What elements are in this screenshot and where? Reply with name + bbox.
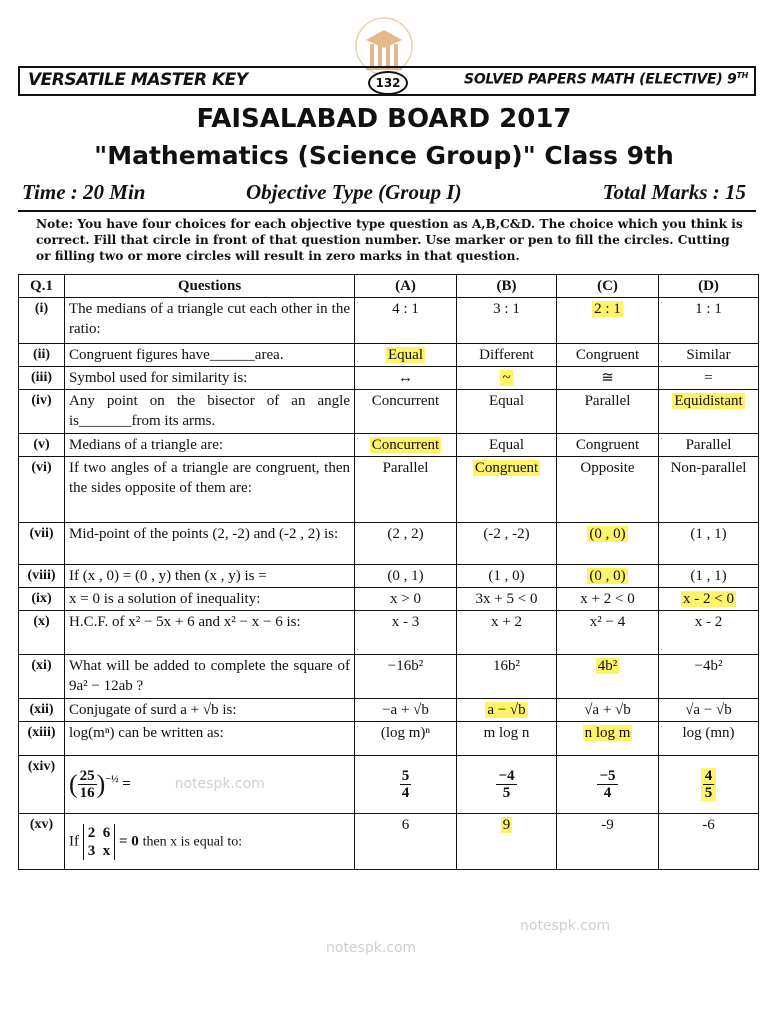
question-number-text: (xiii) [27, 725, 56, 740]
table-row [19, 611, 759, 655]
question-number-text: (viii) [27, 568, 56, 583]
question-text [65, 390, 355, 434]
option-c [557, 565, 659, 588]
question-number [19, 588, 65, 611]
question-text: If 2 6 3 x = 0 then x is equal to: [65, 814, 355, 870]
question-number [19, 457, 65, 523]
option-d [659, 390, 759, 434]
option-a [355, 722, 457, 756]
option-d-text: x - 2 [694, 614, 723, 630]
option-d-text: Non-parallel [670, 460, 747, 476]
option-b [457, 344, 557, 367]
question-number [19, 523, 65, 565]
question-number-text: (ix) [31, 591, 52, 606]
option-c-text: x² − 4 [589, 614, 626, 630]
watermark: notespk.com [520, 918, 611, 934]
option-a [355, 611, 457, 655]
question-number-text: (i) [34, 301, 49, 316]
question-text [65, 298, 355, 344]
option-b-text: a − √b [487, 702, 526, 718]
option-d: $\frac{4}{5}$ [659, 756, 759, 814]
option-c-text: (0 , 0) [589, 526, 626, 542]
option-b [457, 434, 557, 457]
option-c [557, 722, 659, 756]
question-text [65, 655, 355, 699]
option-a-text: x - 3 [391, 614, 420, 630]
option-d [659, 457, 759, 523]
question-text [65, 367, 355, 390]
option-b: $\frac{-4}{5}$ [457, 756, 557, 814]
option-a-text: Concurrent [371, 437, 440, 453]
question-number [19, 434, 65, 457]
option-b-text: Different [479, 347, 534, 363]
option-a [355, 699, 457, 722]
option-d [659, 588, 759, 611]
option-b-text: Equal [489, 393, 524, 409]
option-d-text: Similar [686, 347, 731, 363]
question-text-text: log(mⁿ) can be written as: [69, 725, 224, 741]
table-header-row [19, 275, 759, 298]
question-number-text: (xi) [31, 658, 52, 673]
question-number [19, 367, 65, 390]
option-a: $\frac{5}{4}$ [355, 756, 457, 814]
option-b-text: x + 2 [491, 614, 522, 630]
option-a-text: x > 0 [390, 591, 421, 607]
option-c-text: 4b² [597, 658, 618, 674]
table-row [19, 298, 759, 344]
option-a [355, 434, 457, 457]
option-d-text: √a − √b [685, 702, 732, 718]
option-c-text: ≅ [601, 370, 614, 386]
option-a [355, 390, 457, 434]
option-a [355, 655, 457, 699]
question-number [19, 655, 65, 699]
option-b [457, 722, 557, 756]
option-b [457, 523, 557, 565]
option-b [457, 298, 557, 344]
table-row [19, 344, 759, 367]
question-text [65, 699, 355, 722]
option-a [355, 344, 457, 367]
option-d-text: = [704, 370, 713, 386]
option-d: -6 [659, 814, 759, 870]
question-text [65, 523, 355, 565]
option-a-text: (2 , 2) [387, 526, 424, 542]
option-b [457, 655, 557, 699]
option-d-text: Parallel [685, 437, 732, 453]
question-text [65, 344, 355, 367]
option-c [557, 699, 659, 722]
table-row [19, 457, 759, 523]
option-a [355, 367, 457, 390]
option-c [557, 298, 659, 344]
option-c-text: Congruent [575, 347, 640, 363]
option-b [457, 588, 557, 611]
question-number-text: (iv) [31, 393, 52, 408]
option-b [457, 390, 557, 434]
question-text [65, 722, 355, 756]
option-b [457, 367, 557, 390]
option-a [355, 457, 457, 523]
question-text-text: What will be added to complete the square of 9a² − 12ab ? [69, 658, 350, 694]
option-c [557, 390, 659, 434]
option-d [659, 722, 759, 756]
question-text-text: Medians of a triangle are: [69, 437, 224, 453]
option-c-text: (0 , 0) [589, 568, 626, 584]
option-a: 6 [355, 814, 457, 870]
question-number: (xv) [19, 814, 65, 870]
mcq-table [18, 274, 759, 870]
option-b-text: (-2 , -2) [483, 526, 530, 542]
option-c [557, 367, 659, 390]
option-b-text: m log n [483, 725, 530, 741]
option-a-text: (0 , 1) [387, 568, 424, 584]
option-c-text: √a + √b [584, 702, 631, 718]
question-text-text: Conjugate of surd a + √b is: [69, 702, 237, 718]
option-b-text: ~ [502, 370, 511, 386]
option-d [659, 699, 759, 722]
table-row [19, 699, 759, 722]
option-a-text: Concurrent [371, 393, 440, 409]
option-a-text: Equal [388, 347, 423, 363]
option-b: 9 [457, 814, 557, 870]
question-number [19, 298, 65, 344]
option-d-text: −4b² [694, 658, 723, 674]
question-text [65, 565, 355, 588]
table-row [19, 434, 759, 457]
watermark: notespk.com [326, 940, 417, 956]
col-header-b: (B) [457, 275, 557, 298]
question-number-text: (v) [33, 437, 50, 452]
option-d [659, 298, 759, 344]
option-b [457, 565, 557, 588]
option-c-text: Opposite [580, 460, 635, 476]
option-d [659, 367, 759, 390]
table-row [19, 523, 759, 565]
question-number-text: (x) [33, 614, 50, 629]
book-title: VERSATILE MASTER KEY [28, 70, 248, 90]
option-d-text: log (mn) [682, 725, 735, 741]
col-header-d: (D) [659, 275, 759, 298]
divider [18, 210, 756, 212]
table-row [19, 756, 759, 814]
question-number [19, 611, 65, 655]
question-text-text: If (x , 0) = (0 , y) then (x , y) is = [69, 568, 267, 584]
subject-title: "Mathematics (Science Group)" Class 9th [94, 141, 674, 170]
question-text-text: x = 0 is a solution of inequality: [69, 591, 261, 607]
question-number-text: (ii) [32, 347, 51, 362]
col-header-a: (A) [355, 275, 457, 298]
question-text-text: Congruent figures have______area. [69, 347, 284, 363]
option-b-text: 3 : 1 [493, 301, 520, 317]
instruction-note: Note: You have four choices for each objective type question as A,B,C&D. The choice which you think is correct. Fill that circle in front of that question number. Use marker or pen to fill the circles. Cutting or filling two or more circles will result in zero marks in that question. [36, 217, 743, 263]
option-b-text: 16b² [493, 658, 520, 674]
option-b [457, 699, 557, 722]
question-text-text: Symbol used for similarity is: [69, 370, 248, 386]
option-a-text: −a + √b [382, 702, 429, 718]
option-a [355, 298, 457, 344]
option-d-text: 1 : 1 [695, 301, 722, 317]
question-number-text: (vi) [31, 460, 52, 475]
question-text-text: The medians of a triangle cut each other in the ratio: [69, 301, 350, 337]
option-c: -9 [557, 814, 659, 870]
question-text-text: H.C.F. of x² − 5x + 6 and x² − x − 6 is: [69, 614, 301, 630]
question-number-text: (iii) [31, 370, 52, 385]
option-d [659, 344, 759, 367]
table-row [19, 390, 759, 434]
question-text [65, 434, 355, 457]
option-c [557, 434, 659, 457]
option-b [457, 457, 557, 523]
question-text-text: If two angles of a triangle are congruent, then the sides opposite of them are: [69, 460, 350, 496]
paper-type: Objective Type (Group I) [246, 180, 462, 204]
table-row [19, 565, 759, 588]
table-row [19, 655, 759, 699]
option-d-text: (1 , 1) [690, 568, 727, 584]
option-c [557, 655, 659, 699]
question-text-text: Mid-point of the points (2, -2) and (-2 , 2) is: [69, 526, 339, 542]
time-label: Time : 20 Min [22, 180, 146, 204]
option-a [355, 565, 457, 588]
question-number [19, 344, 65, 367]
table-row [19, 722, 759, 756]
option-d [659, 523, 759, 565]
table-row [19, 367, 759, 390]
option-c-text: Congruent [575, 437, 640, 453]
question-number-text: (vii) [29, 526, 54, 541]
option-d [659, 655, 759, 699]
option-c [557, 457, 659, 523]
total-marks: Total Marks : 15 [602, 180, 746, 204]
question-text-text: Any point on the bisector of an angle is_______from its arms. [69, 393, 350, 429]
question-number [19, 699, 65, 722]
question-number [19, 390, 65, 434]
option-c [557, 344, 659, 367]
question-number-text: (xii) [29, 702, 54, 717]
option-a-text: 4 : 1 [392, 301, 419, 317]
option-d-text: x - 2 < 0 [683, 591, 734, 607]
option-b-text: 3x + 5 < 0 [475, 591, 538, 607]
page-number: 132 [368, 71, 408, 95]
question-text [65, 611, 355, 655]
col-header-questions: Questions [65, 275, 355, 298]
option-b-text: Congruent [474, 460, 539, 476]
question-number [19, 565, 65, 588]
option-b [457, 611, 557, 655]
option-a-text: ↔ [398, 370, 413, 386]
option-d-text: (1 , 1) [690, 526, 727, 542]
question-number [19, 722, 65, 756]
option-b-text: (1 , 0) [488, 568, 525, 584]
option-c: $\frac{-5}{4}$ [557, 756, 659, 814]
col-header-number: Q.1 [19, 275, 65, 298]
table-row [19, 814, 759, 870]
option-b-text: Equal [489, 437, 524, 453]
question-number: (xiv) [19, 756, 65, 814]
question-text [65, 588, 355, 611]
option-c-text: x + 2 < 0 [580, 591, 635, 607]
option-c-text: n log m [584, 725, 631, 741]
option-d [659, 565, 759, 588]
question-text: ( $\frac{25}{16}$ )$^{-\frac{1}{2}}$ = notespk.com [65, 756, 355, 814]
option-a-text: (log m)ⁿ [380, 725, 431, 741]
option-d-text: Equidistant [674, 393, 743, 409]
option-a [355, 588, 457, 611]
option-c [557, 611, 659, 655]
option-a-text: −16b² [387, 658, 424, 674]
board-title: FAISALABAD BOARD 2017 [196, 104, 572, 134]
option-c-text: Parallel [584, 393, 631, 409]
table-row [19, 588, 759, 611]
option-a [355, 523, 457, 565]
option-c [557, 588, 659, 611]
option-c [557, 523, 659, 565]
col-header-c: (C) [557, 275, 659, 298]
option-d [659, 611, 759, 655]
series-title: SOLVED PAPERS MATH (ELECTIVE) 9TH [464, 71, 748, 88]
option-a-text: Parallel [382, 460, 429, 476]
question-text [65, 457, 355, 523]
option-d [659, 434, 759, 457]
option-c-text: 2 : 1 [594, 301, 621, 317]
